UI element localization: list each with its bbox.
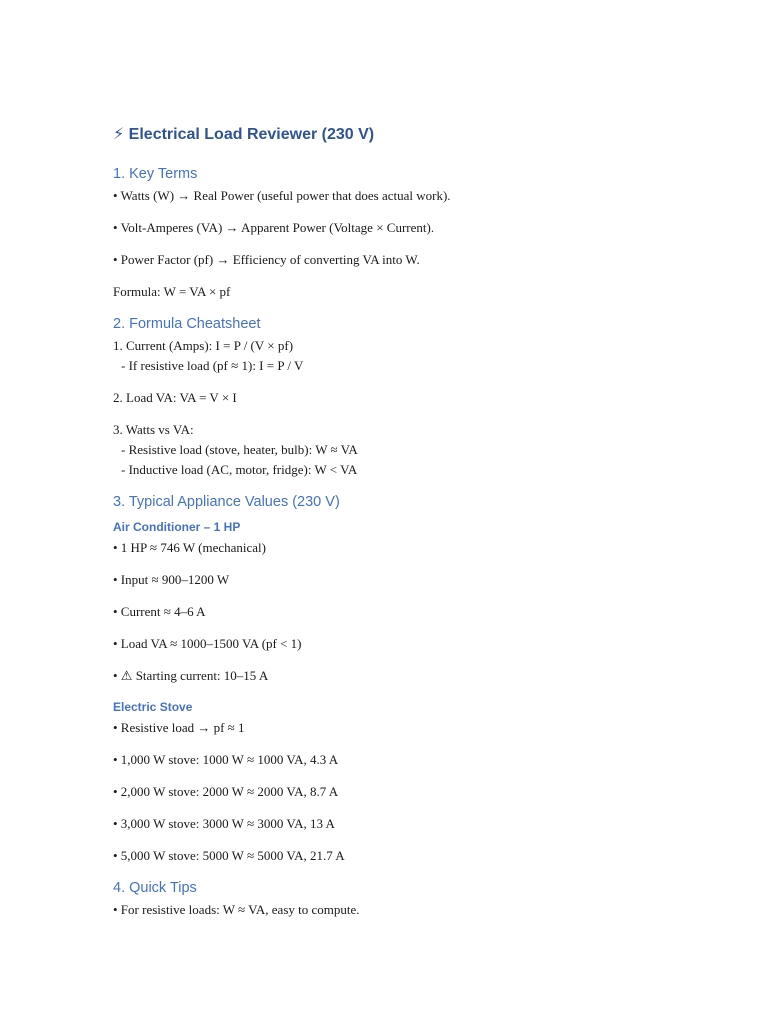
stove-item: • Resistive load → pf ≈ 1 [113, 720, 245, 735]
stove-item: • 2,000 W stove: 2000 W ≈ 2000 VA, 8.7 A [113, 784, 339, 799]
heading-quick-tips: 4. Quick Tips [113, 880, 197, 896]
key-terms-formula: Formula: W = VA × pf [113, 284, 231, 299]
stove-item: • 5,000 W stove: 5000 W ≈ 5000 VA, 21.7 A [113, 848, 345, 863]
stove-item: • 3,000 W stove: 3000 W ≈ 3000 VA, 13 A [113, 816, 335, 831]
key-term-watts: • Watts (W) → Real Power (useful power that does actual work). [113, 188, 451, 203]
document-title: ⚡ Electrical Load Reviewer (230 V) [113, 126, 375, 143]
subheading-air-conditioner: Air Conditioner – 1 HP [113, 520, 241, 534]
ac-item: • Input ≈ 900–1200 W [113, 572, 230, 587]
tip-item: • For resistive loads: W ≈ VA, easy to compute. [113, 902, 360, 917]
formula-current-resistive: - If resistive load (pf ≈ 1): I = P / V [121, 358, 304, 373]
formula-current [113, 336, 733, 376]
heading-key-terms: 1. Key Terms [113, 166, 198, 182]
key-term-va: • Volt-Amperes (VA) → Apparent Power (Voltage × Current). [113, 220, 435, 235]
ac-item: • 1 HP ≈ 746 W (mechanical) [113, 540, 266, 555]
document-page [113, 122, 733, 932]
formula-load-va: 2. Load VA: VA = V × I [113, 390, 237, 405]
ac-item: • Load VA ≈ 1000–1500 VA (pf < 1) [113, 636, 302, 651]
heading-appliance-values: 3. Typical Appliance Values (230 V) [113, 494, 340, 510]
formula-watts-vs-va-main: 3. Watts vs VA: [113, 422, 194, 437]
ac-item: • Current ≈ 4–6 A [113, 604, 206, 619]
ac-item-warning: • ⚠ Starting current: 10–15 A [113, 668, 269, 683]
formula-watts-vs-va [113, 420, 733, 480]
formula-resistive-load: - Resistive load (stove, heater, bulb): W ≈ VA [121, 442, 358, 457]
formula-current-main: 1. Current (Amps): I = P / (V × pf) [113, 338, 294, 353]
heading-formula-cheatsheet: 2. Formula Cheatsheet [113, 316, 261, 332]
stove-item: • 1,000 W stove: 1000 W ≈ 1000 VA, 4.3 A [113, 752, 339, 767]
key-term-pf: • Power Factor (pf) → Efficiency of converting VA into W. [113, 252, 420, 267]
subheading-electric-stove: Electric Stove [113, 700, 193, 714]
formula-inductive-load: - Inductive load (AC, motor, fridge): W < VA [121, 462, 358, 477]
